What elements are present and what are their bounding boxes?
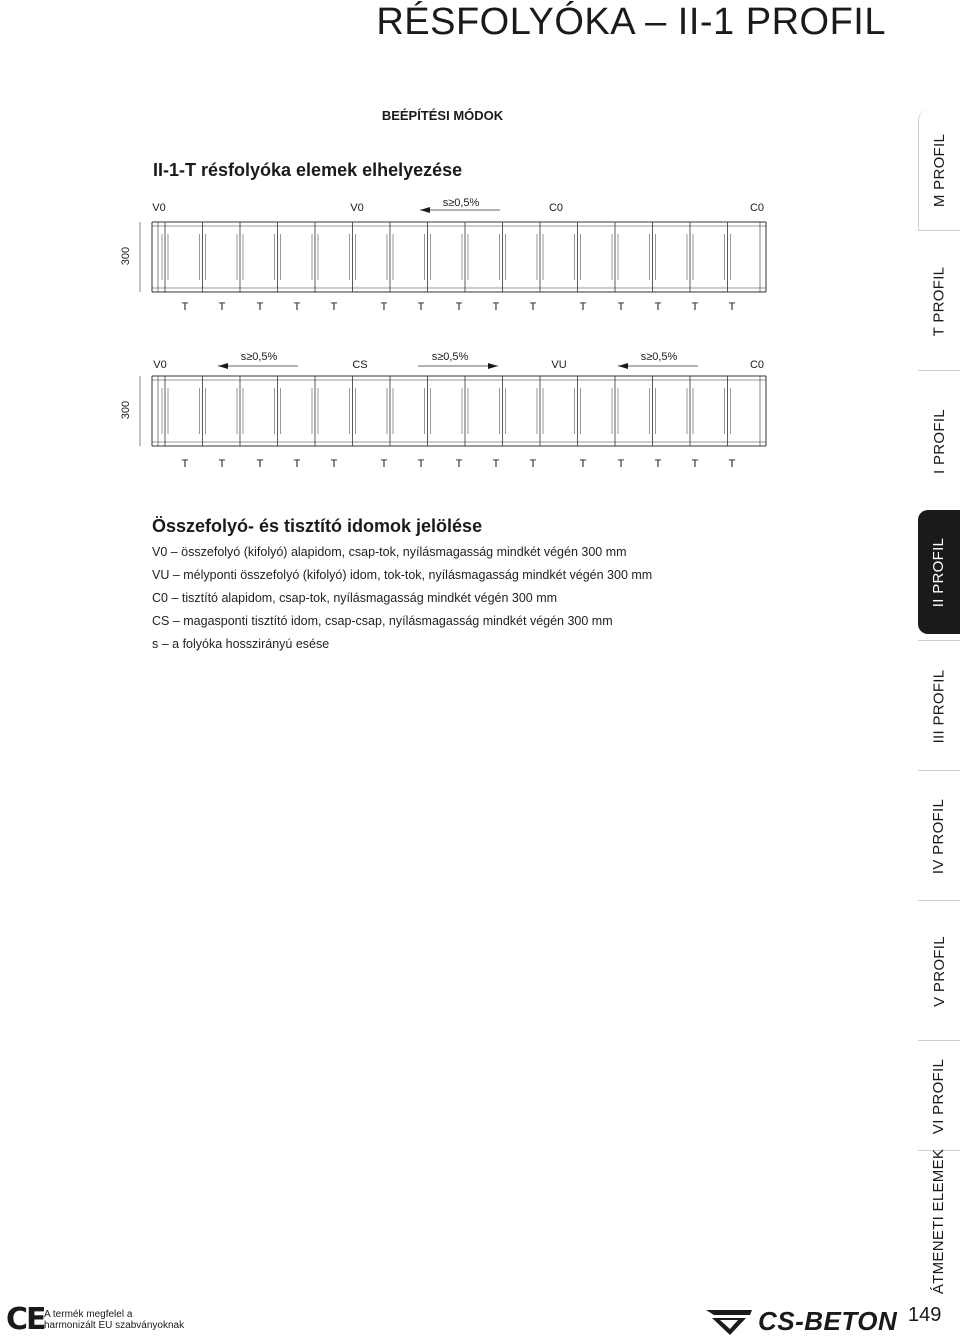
joint-label-t: T (181, 458, 189, 470)
label-c0: C0 (749, 359, 765, 371)
joint-label-t: T (617, 301, 625, 313)
label-v0-mid: V0 (350, 202, 364, 214)
diagram-2 (120, 351, 766, 470)
legend-item-c0: C0 – tisztító alapidom, csap-tok, nyílásmagasság mindkét végén 300 mm (152, 591, 558, 605)
legend-item-s: s – a folyóka hosszirányú esése (152, 637, 330, 651)
label-cs: CS (352, 359, 368, 371)
slope-label: s≥0,5% (442, 197, 480, 209)
label-v0: V0 (153, 359, 167, 371)
joint-label-t: T (492, 301, 500, 313)
tab-iv-profil[interactable]: IV PROFIL (918, 770, 960, 901)
brand-mark-icon (706, 1308, 752, 1336)
label-v0-start: V0 (152, 202, 166, 214)
label-c0-end: C0 (749, 202, 765, 214)
slope-label-2: s≥0,5% (431, 351, 469, 363)
tab-atmeneti-elemek[interactable]: ÁTMENETI ELEMEK (918, 1150, 960, 1291)
joint-label-t: T (256, 301, 264, 313)
joint-label-t: T (579, 458, 587, 470)
tab-v-profil[interactable]: V PROFIL (918, 900, 960, 1041)
joint-label-t: T (417, 301, 425, 313)
page-number: 149 (908, 1304, 942, 1326)
joint-label-t: T (492, 458, 500, 470)
dimension-300: 300 (120, 400, 132, 420)
joint-label-t: T (417, 458, 425, 470)
slope-label-1: s≥0,5% (240, 351, 278, 363)
joint-label-t: T (256, 458, 264, 470)
profile-side-nav (918, 110, 960, 1294)
joint-label-t: T (455, 301, 463, 313)
ce-compliance-text: A termék megfelel a harmonizált EU szabványoknak (44, 1309, 185, 1331)
joint-label-t: T (330, 458, 338, 470)
tab-t-profil[interactable]: T PROFIL (918, 230, 960, 371)
joint-label-t: T (380, 301, 388, 313)
slope-label-3: s≥0,5% (640, 351, 678, 363)
dimension-300: 300 (120, 246, 132, 266)
joint-label-t: T (617, 458, 625, 470)
joint-label-t: T (691, 301, 699, 313)
channel-layout-diagram (0, 0, 900, 480)
tab-ii-profil[interactable]: II PROFIL (918, 510, 960, 634)
tab-iii-profil[interactable]: III PROFIL (918, 640, 960, 771)
label-vu: VU (551, 359, 567, 371)
joint-label-t: T (654, 458, 662, 470)
tab-m-profil[interactable]: M PROFIL (918, 110, 960, 230)
diagram-1 (120, 197, 766, 313)
section-heading: BEÉPÍTÉSI MÓDOK (381, 108, 504, 123)
brand-logo (706, 1306, 897, 1337)
joint-label-t: T (218, 301, 226, 313)
joint-label-t: T (728, 458, 736, 470)
joint-label-t: T (455, 458, 463, 470)
joint-label-t: T (181, 301, 189, 313)
joint-label-t: T (293, 458, 301, 470)
joint-label-t: T (218, 458, 226, 470)
tab-i-profil[interactable]: I PROFIL (918, 370, 960, 511)
page-title: RÉSFOLYÓKA – II-1 PROFIL (376, 1, 886, 43)
joint-label-t: T (654, 301, 662, 313)
joint-label-t: T (380, 458, 388, 470)
sub-title: II-1-T résfolyóka elemek elhelyezése (153, 160, 463, 180)
joint-label-t: T (529, 301, 537, 313)
joint-label-t: T (691, 458, 699, 470)
joint-label-t: T (293, 301, 301, 313)
joint-label-t: T (529, 458, 537, 470)
legend-item-cs: CS – magasponti tisztító idom, csap-csap, nyílásmagasság mindkét végén 300 mm (152, 614, 613, 628)
legend-item-vu: VU – mélyponti összefolyó (kifolyó) idom, tok-tok, nyílásmagasság mindkét végén 300 mm (152, 568, 653, 582)
label-c0-mid: C0 (548, 202, 564, 214)
legend-heading: Összefolyó- és tisztító idomok jelölése (152, 516, 483, 536)
joint-label-t: T (330, 301, 338, 313)
joint-label-t: T (579, 301, 587, 313)
joint-label-t: T (728, 301, 736, 313)
ce-mark: CE (6, 1302, 45, 1337)
tab-vi-profil[interactable]: VI PROFIL (918, 1040, 960, 1151)
brand-name: CS-BETON (758, 1306, 898, 1336)
legend-item-v0: V0 – összefolyó (kifolyó) alapidom, csap-tok, nyílásmagasság mindkét végén 300 mm (152, 545, 627, 559)
